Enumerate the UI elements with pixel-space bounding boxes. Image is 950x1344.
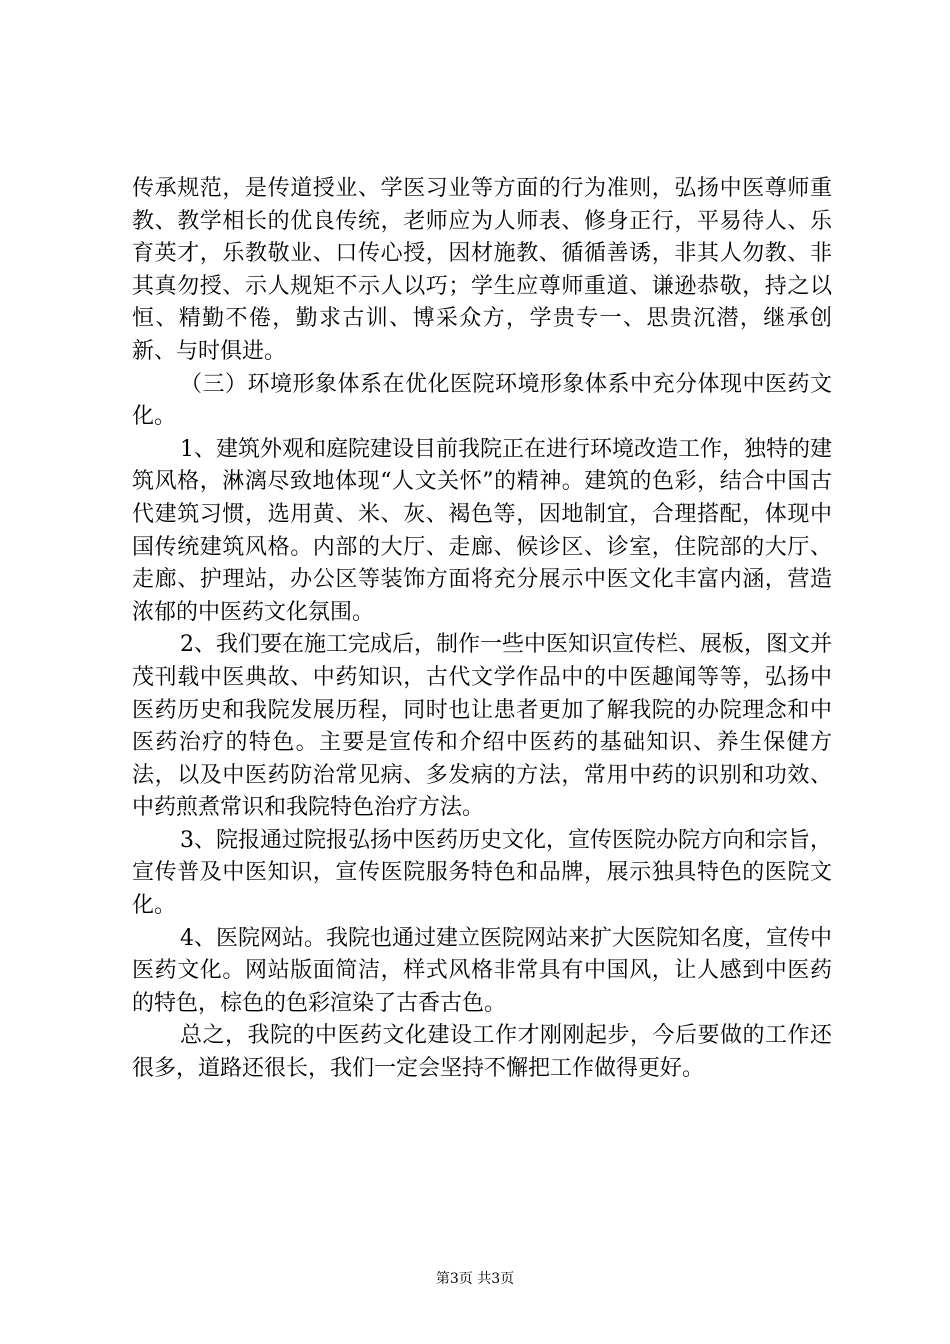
paragraph-item-3: 3、院报通过院报弘扬中医药历史文化，宣传医院办院方向和宗旨，宣传普及中医知识，宣传医院服务特色和品牌，展示独具特色的医院文化。 xyxy=(132,827,832,919)
document-body xyxy=(132,173,832,1086)
paragraph-item-2: 2、我们要在施工完成后，制作一些中医知识宣传栏、展板，图文并茂刊载中医典故、中药知识，古代文学作品中的中医趣闻等等，弘扬中医药历史和我院发展历程，同时也让患者更加了解我院的办院理念和中医药治疗的特色。主要是宣传和介绍中医药的基础知识、养生保健方法，以及中医药防治常见病、多发病的方法，常用中药的识别和功效、中药煎煮常识和我院特色治疗方法。 xyxy=(132,632,832,821)
paragraph-item-4: 4、医院网站。我院也通过建立医院网站来扩大医院知名度，宣传中医药文化。网站版面简洁，样式风格非常具有中国风，让人感到中医药的特色，棕色的色彩渲染了古香古色。 xyxy=(132,925,832,1016)
paragraph-section-heading: （三）环境形象体系在优化医院环境形象体系中充分体现中医药文化。 xyxy=(132,371,832,430)
page-footer: 第3页 共3页 xyxy=(435,1271,515,1287)
paragraph-conclusion: 总之，我院的中医药文化建设工作才刚刚起步，今后要做的工作还很多，道路还很长，我们一定会坚持不懈把工作做得更好。 xyxy=(132,1023,832,1082)
paragraph-item-1: 1、建筑外观和庭院建设目前我院正在进行环境改造工作，独特的建筑风格，淋漓尽致地体现“人文关怀”的精神。建筑的色彩，结合中国古代建筑习惯，选用黄、米、灰、褐色等，因地制宜，合理搭配，体现中国传统建筑风格。内部的大厅、走廊、候诊区、诊室，住院部的大厅、走廊、护理站，办公区等装饰方面将充分展示中医文化丰富内涵，营造浓郁的中医药文化氛围。 xyxy=(132,436,832,625)
paragraph-continuation: 传承规范，是传道授业、学医习业等方面的行为准则，弘扬中医尊师重教、教学相长的优良传统，老师应为人师表、修身正行，平易待人、乐育英才，乐教敬业、口传心授，因材施教、循循善诱，非其人勿教、非其真勿授、示人规矩不示人以巧；学生应尊师重道、谦逊恭敬，持之以恒、精勤不倦，勤求古训、博采众方，学贵专一、思贵沉潜，继承创新、与时俱进。 xyxy=(132,176,832,364)
